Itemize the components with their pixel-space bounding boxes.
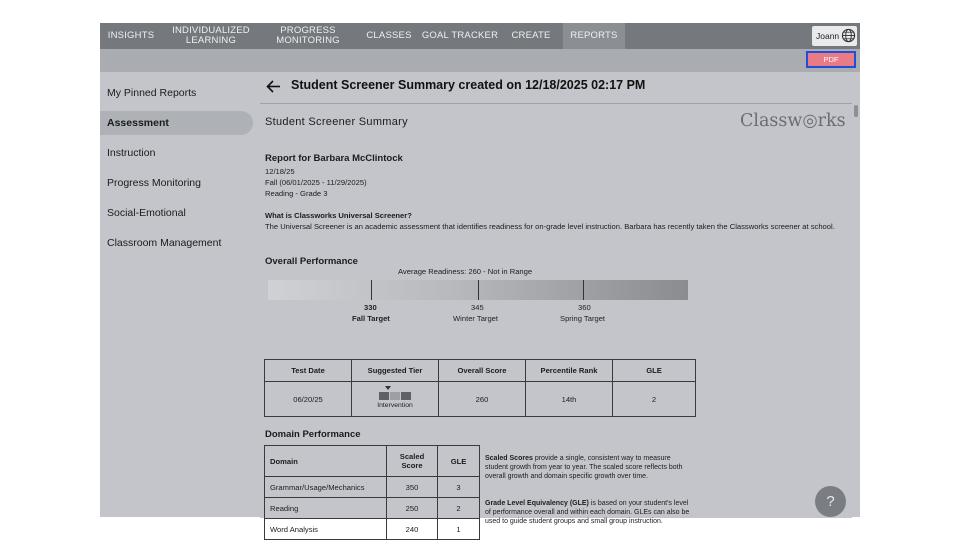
table-row bbox=[265, 519, 480, 540]
winter-target-label: Winter Target bbox=[453, 314, 499, 323]
tier-segment-intervention bbox=[379, 392, 389, 400]
fall-target-tick bbox=[371, 280, 372, 300]
sidebar-item-social-emotional[interactable]: Social-Emotional bbox=[107, 207, 186, 219]
report-subject: Reading - Grade 3 bbox=[265, 189, 328, 198]
top-nav bbox=[100, 23, 860, 49]
percentile-rank-cell: 14th bbox=[526, 382, 613, 417]
back-arrow-icon[interactable] bbox=[266, 80, 281, 98]
sidebar-item-instruction[interactable]: Instruction bbox=[107, 147, 156, 159]
document-title: Student Screener Summary bbox=[265, 116, 408, 128]
col-overall-score: Overall Score bbox=[439, 360, 526, 382]
winter-target-value: 345 bbox=[471, 303, 484, 312]
table-row bbox=[265, 498, 480, 519]
sidebar-item-assessment[interactable]: Assessment bbox=[107, 117, 169, 129]
test-date-cell: 06/20/25 bbox=[265, 382, 352, 417]
fall-target-value: 330 bbox=[364, 303, 377, 312]
scaled-note-term: Scaled Scores bbox=[485, 455, 533, 462]
nav-create[interactable]: CREATE bbox=[511, 30, 551, 41]
col-gle: GLE bbox=[613, 360, 696, 382]
tier-pointer-icon bbox=[385, 386, 391, 390]
report-document bbox=[260, 103, 852, 534]
report-date: 12/18/25 bbox=[265, 167, 295, 176]
document-scrollbar[interactable] bbox=[852, 103, 860, 517]
suggested-tier-cell bbox=[352, 382, 439, 417]
domain-gle-cell: 2 bbox=[438, 498, 480, 519]
pdf-button[interactable]: PDF bbox=[806, 51, 856, 68]
nav-individualized-learning[interactable]: INDIVIDUALIZED LEARNING bbox=[172, 25, 250, 46]
domain-score-cell: 240 bbox=[387, 519, 438, 540]
toolbar bbox=[100, 49, 860, 72]
screener-heading: What is Classworks Universal Screener? bbox=[265, 211, 412, 220]
domain-name-cell: Grammar/Usage/Mechanics bbox=[265, 477, 387, 498]
overall-performance-heading: Overall Performance bbox=[265, 256, 358, 267]
domain-score-cell: 250 bbox=[387, 498, 438, 519]
table-header-row bbox=[265, 446, 480, 477]
gle-note-text: is based on your student's level of performance overall and within each domain. GLEs can also be used to guide student groups and small group instruction. bbox=[485, 500, 690, 525]
col-scaled-score: Scaled Score bbox=[387, 446, 438, 477]
page-title: Student Screener Summary created on 12/18/2025 02:17 PM bbox=[291, 78, 646, 92]
col-suggested-tier: Suggested Tier bbox=[352, 360, 439, 382]
help-button[interactable]: ? bbox=[815, 486, 846, 517]
overall-score-cell: 260 bbox=[439, 382, 526, 417]
tier-segment-strategic bbox=[390, 392, 400, 400]
nav-goal-tracker[interactable]: GOAL TRACKER bbox=[421, 30, 499, 41]
app-window bbox=[100, 23, 860, 534]
nav-classes[interactable]: CLASSES bbox=[366, 30, 412, 41]
domain-performance-heading: Domain Performance bbox=[265, 429, 361, 440]
report-header bbox=[260, 72, 860, 102]
nav-progress-monitoring[interactable]: PROGRESS MONITORING bbox=[276, 25, 340, 46]
col-test-date: Test Date bbox=[265, 360, 352, 382]
sidebar bbox=[100, 72, 260, 517]
student-line: Report for Barbara McClintock bbox=[265, 153, 403, 164]
table-row bbox=[265, 477, 480, 498]
user-name: Joann bbox=[816, 31, 840, 41]
spring-target-value: 360 bbox=[578, 303, 591, 312]
gle-note bbox=[485, 499, 690, 526]
user-menu-button[interactable] bbox=[812, 26, 857, 46]
sidebar-item-classroom-management[interactable]: Classroom Management bbox=[107, 237, 222, 249]
spring-target-tick bbox=[583, 280, 584, 300]
col-domain: Domain bbox=[265, 446, 387, 477]
sidebar-item-my-pinned-reports[interactable]: My Pinned Reports bbox=[107, 87, 197, 99]
domain-score-cell: 350 bbox=[387, 477, 438, 498]
scrollbar-thumb[interactable] bbox=[854, 105, 858, 117]
average-readiness: Average Readiness: 260 - Not in Range bbox=[398, 267, 533, 276]
nav-insights[interactable]: INSIGHTS bbox=[107, 30, 155, 41]
fall-target-label: Fall Target bbox=[352, 314, 390, 323]
gle-note-term: Grade Level Equivalency (GLE) bbox=[485, 500, 589, 507]
classworks-logo: Classw◎rks bbox=[740, 111, 846, 131]
nav-reports[interactable]: REPORTS bbox=[563, 23, 625, 49]
domain-name-cell: Reading bbox=[265, 498, 387, 519]
domain-table bbox=[264, 445, 480, 540]
sidebar-item-progress-monitoring[interactable]: Progress Monitoring bbox=[107, 177, 201, 189]
score-table bbox=[264, 359, 696, 417]
globe-icon bbox=[841, 28, 856, 48]
tier-indicator bbox=[373, 386, 417, 410]
tier-segment-core bbox=[401, 392, 411, 400]
gle-cell: 2 bbox=[613, 382, 696, 417]
tier-label: Intervention bbox=[377, 402, 413, 409]
domain-name-cell: Word Analysis bbox=[265, 519, 387, 540]
scaled-note-text: provide a single, consistent way to measure student growth from year to year. The scaled score reflects both overall growth and domain specific growth over time. bbox=[485, 455, 683, 480]
winter-target-tick bbox=[478, 280, 479, 300]
scaled-scores-note bbox=[485, 454, 690, 481]
col-domain-gle: GLE bbox=[438, 446, 480, 477]
table-row bbox=[265, 382, 696, 417]
domain-gle-cell: 1 bbox=[438, 519, 480, 540]
col-percentile-rank: Percentile Rank bbox=[526, 360, 613, 382]
table-header-row bbox=[265, 360, 696, 382]
domain-gle-cell: 3 bbox=[438, 477, 480, 498]
screener-description: The Universal Screener is an academic assessment that identifies readiness for on-grade level instruction. Barbara has recently taken the Classworks screener at school. bbox=[265, 222, 835, 231]
report-period: Fall (06/01/2025 - 11/29/2025) bbox=[265, 178, 367, 187]
spring-target-label: Spring Target bbox=[560, 314, 606, 323]
